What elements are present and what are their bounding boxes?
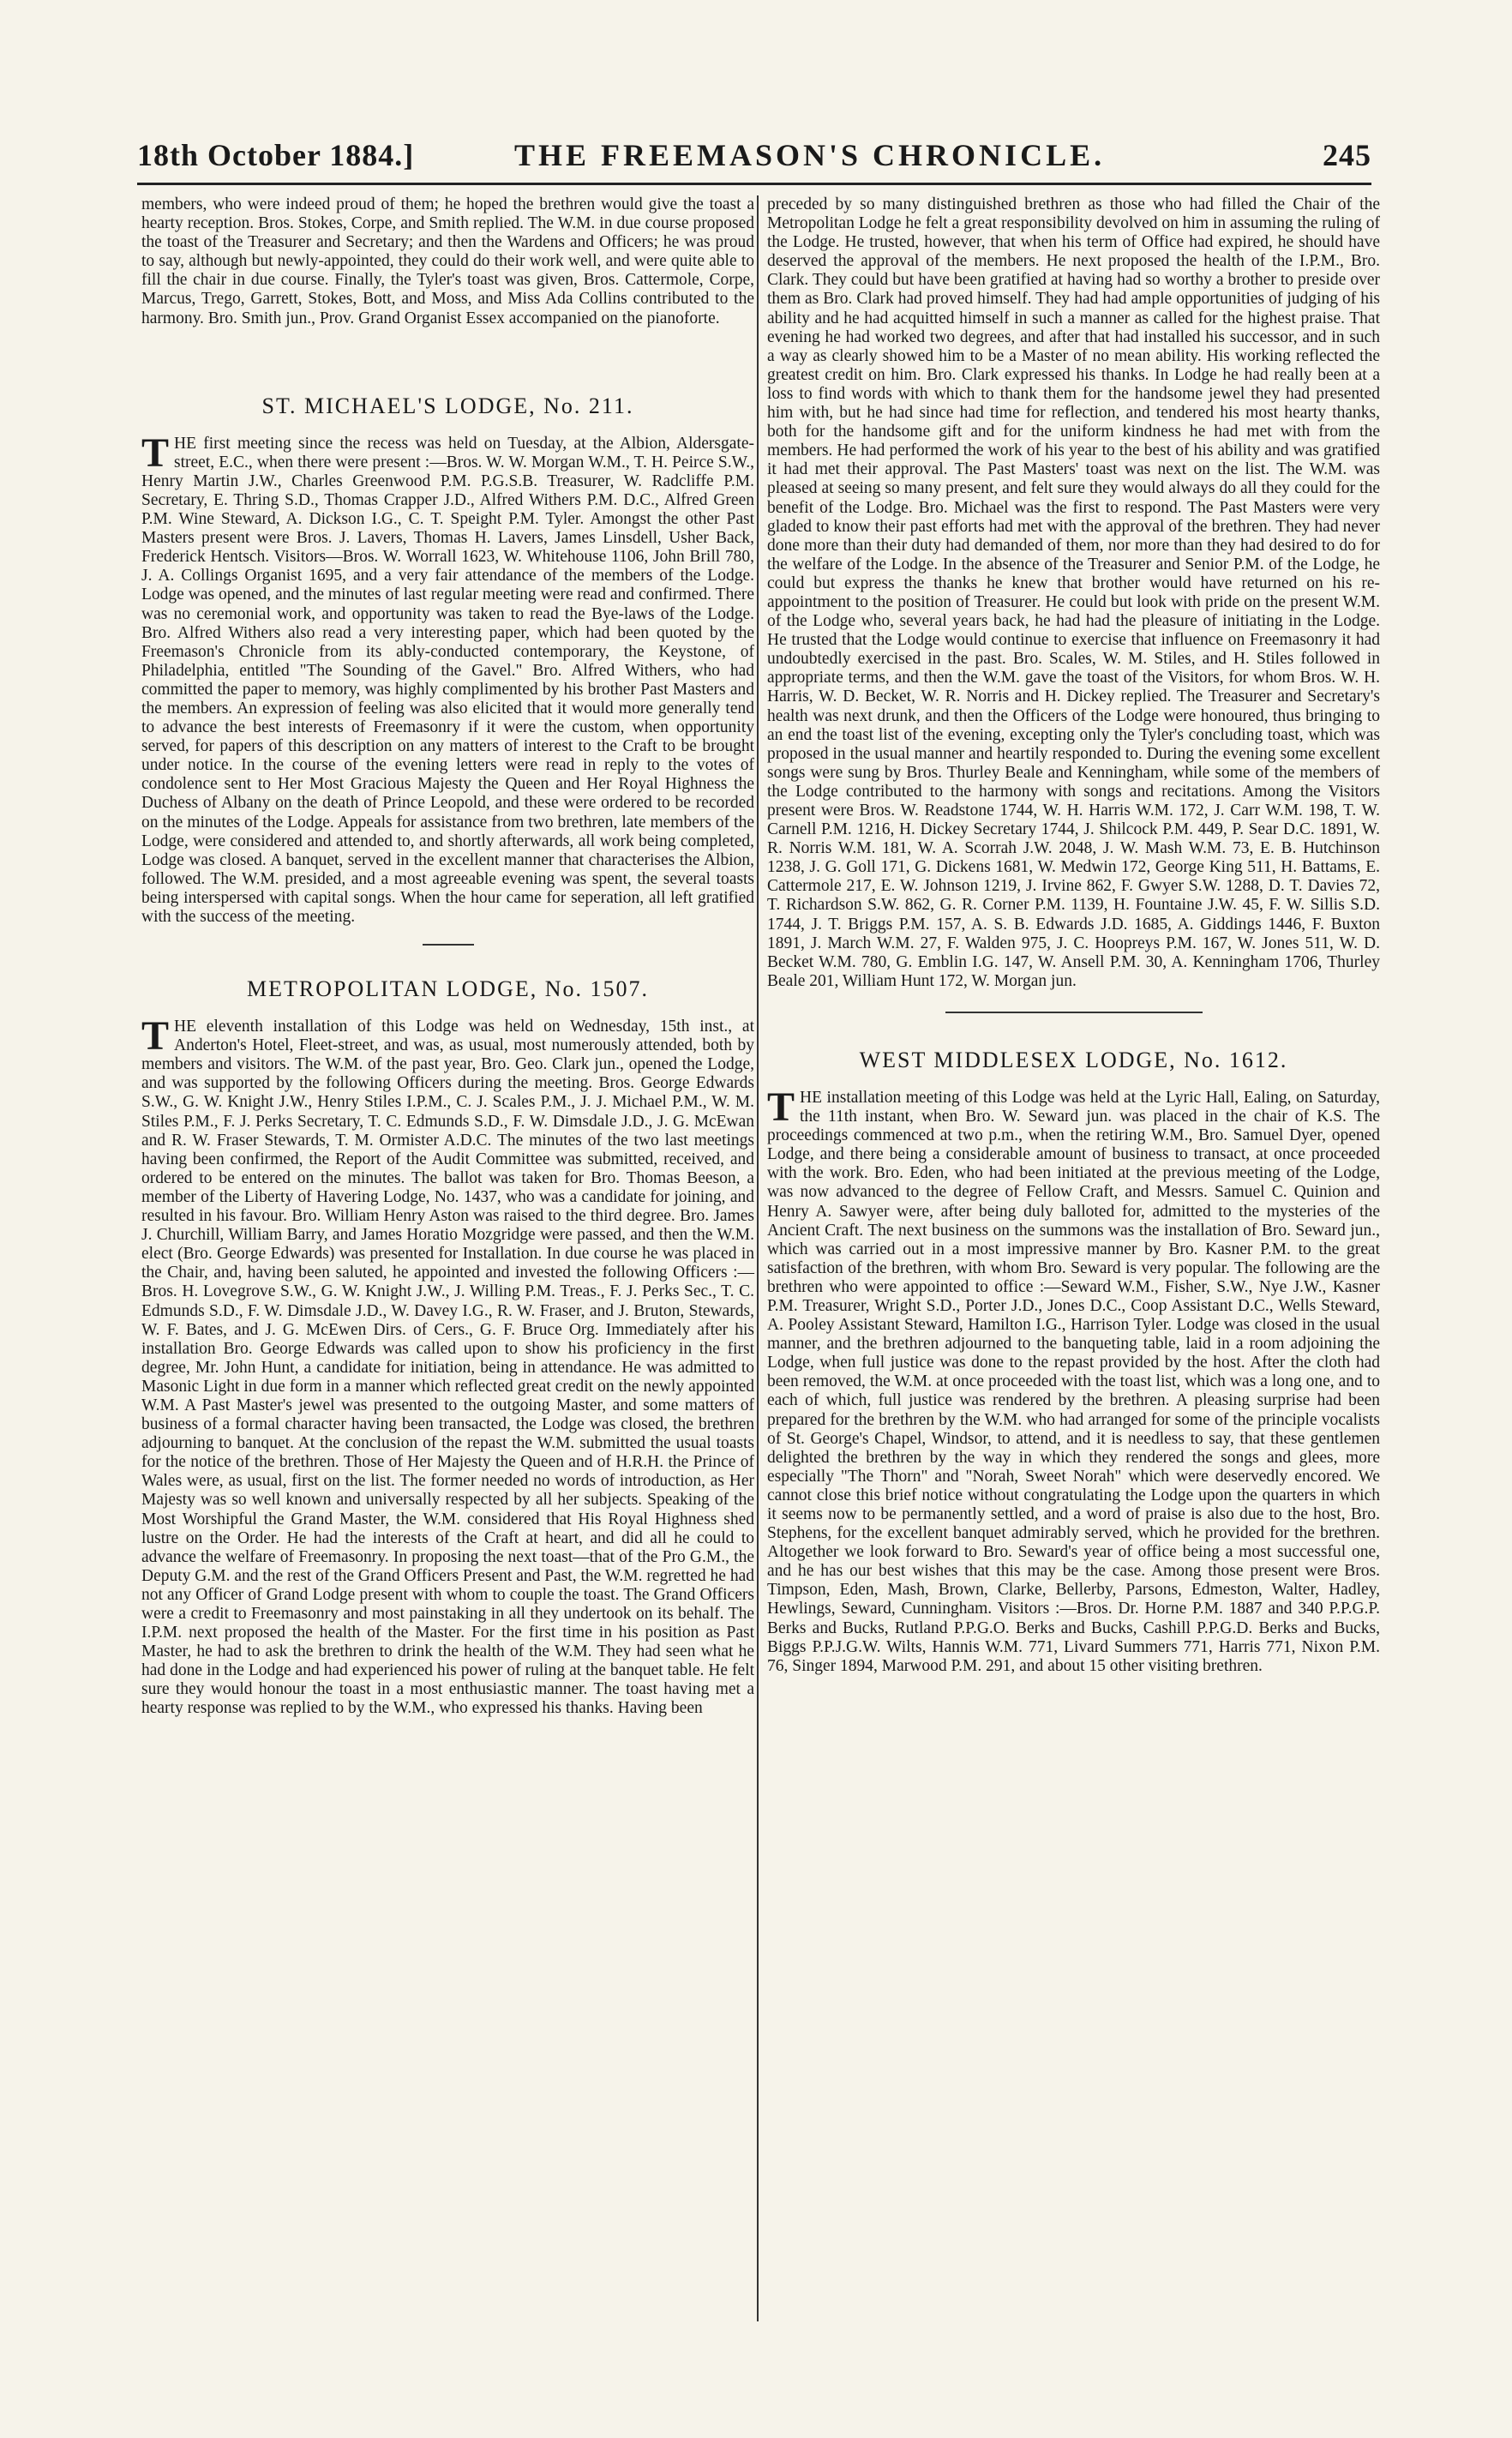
right-column bbox=[767, 195, 1380, 1681]
drop-cap: T bbox=[767, 1084, 795, 1130]
st-michaels-lodge-body: HE first meeting since the recess was held on Tuesday, at the Albion, Aldersgate-street, E.C., when there were present :—Bros. W. W. Morgan W.M., T. H. Peirce S.W., Henry Martin J.W., Charles Greenwood P.M. P.G.S.B. Treasurer, W. Radcliffe P.M. Secretary, E. Thring S.D., Thomas Crapper J.D., Alfred Withers P.M. D.C., Alfred Green P.M. Wine Steward, A. Dickson I.G., C. T. Speight P.M. Tyler. Amongst the other Past Masters present were Bros. J. Lavers, Thomas H. Lavers, James Linsdell, Usher Back, Frederick Hentsch. Visitors—Bros. W. Worrall 1623, W. Whitehouse 1106, John Brill 780, J. A. Collings Organist 1695, and a very fair attendance of the members of the Lodge. Lodge was opened, and the minutes of last regular meeting were read and confirmed. There was no ceremonial work, and opportunity was taken to read the Bye-laws of the Lodge. Bro. Alfred Withers also read a very interesting paper, which had been quoted by the Freemason's Chronicle from its ably-conducted contemporary, the Keystone, of Philadelphia, entitled "The Sounding of the Gavel." Bro. Alfred Withers, who had committed the paper to memory, was highly complimented by his brother Past Masters and the members. An expression of feeling was also elicited that it would more generally tend to advance the best interests of Freemasonry if it were the custom, when opportunity served, for papers of this description on any matters of interest to the Craft to be brought under notice. In the course of the evening letters were read in reply to the votes of condolence sent to Her Most Gracious Majesty the Queen and Her Royal Highness the Duchess of Albany on the death of Prince Leopold, and these were ordered to be recorded on the minutes of the Lodge. Appeals for assistance from two brethren, late members of the Lodge, were considered and attended to, and shortly afterwards, all work being completed, Lodge was closed. A banquet, served in the excellent manner that characterises the Albion, followed. The W.M. presided, and a most agreeable evening was spent, the several toasts being interspersed with capital songs. When the hour came for seperation, all left gratified with the success of the meeting. bbox=[141, 434, 754, 926]
west-middlesex-lodge-body: HE installation meeting of this Lodge was held at the Lyric Hall, Ealing, on Saturday, the 11th instant, when Bro. W. Seward jun. was placed in the chair of K.S. The proceedings commenced at two p.m., when the retiring W.M., Bro. Samuel Dyer, opened Lodge, and there being a considerable amount of business to transact, at once proceeded with the work. Bro. Eden, who had been initiated at the previous meeting of the Lodge, was now advanced to the degree of Fellow Craft, and Messrs. Samuel C. Quinion and Henry A. Sawyer were, after being duly balloted for, admitted to the mysteries of the Ancient Craft. The next business on the summons was the installation of Bro. Seward jun., which was carried out in a most impressive manner by Bro. Kasner P.M. to the great satisfaction of the brethren, with whom Bro. Seward is very popular. The following are the brethren who were appointed to office :—Seward W.M., Fisher, S.W., Nye J.W., Kasner P.M. Treasurer, Wright S.D., Porter J.D., Jones D.C., Coop Assistant D.C., Wells Steward, A. Pooley Assistant Steward, Hamilton I.G., Harrison Tyler. Lodge was closed in the usual manner, and the brethren adjourned to the banqueting table, laid in a room adjoining the Lodge, when full justice was done to the repast provided by the host. After the cloth had been removed, the W.M. at once proceeded with the toast list, which was a long one, and to each of which, full justice was rendered by the brethren. A pleasing surprise had been prepared for the brethren by the W.M. who had arranged for some of the principle vocalists of St. George's Chapel, Windsor, to attend, and it is needless to say, that these gentlemen delighted the brethren by the way in which they rendered the songs and glees, more especially "The Thorn" and "Norah, Sweet Norah" which were deservedly encored. We cannot close this brief notice without congratulating the Lodge upon the quarters in which it seems now to be permanently settled, and a word of praise is also due to the host, Bro. Stephens, for the excellent banquet admirably served, which he provided for the brethren. Altogether we look forward to Bro. Seward's year of office being a most successful one, and he has our best wishes that this may be the case. Among those present were Bros. Timpson, Eden, Mash, Brown, Clarke, Bellerby, Parsons, Edmeston, Walter, Hadley, Hewlings, Seward, Cunningham. Visitors :—Bros. Dr. Horne P.M. 1887 and 340 P.P.G.P. Berks and Bucks, Rutland P.P.G.O. Berks and Bucks, Cashill P.P.G.D. Berks and Bucks, Biggs P.P.J.G.W. Wilts, Hannis W.M. 771, Livard Summers 771, Harris 771, Nixon P.M. 76, Singer 1894, Marwood P.M. 291, and about 15 other visiting brethren. bbox=[767, 1088, 1380, 1675]
section-spacer bbox=[767, 1013, 1380, 1048]
section-spacer bbox=[141, 333, 754, 393]
metropolitan-lodge-continuation: preceded by so many distinguished brethren as those who had filled the Chair of the Metropolitan Lodge he felt a great responsibility devolved on him in assuming the ruling of the Lodge. He trusted, however, that when his term of Office had expired, he should have deserved the approval of the members. He next proposed the health of the I.P.M., Bro. Clark. They could but have been gratified at having had so worthy a brother to preside over them as Bro. Clark had proved himself. They had had ample opportunities of judging of his ability and he had acquitted himself in such a manner as called for the highest praise. That evening he had worked two degrees, and after that had installed his successor, and in such a way as clearly showed him to be a Master of no mean ability. His working reflected the greatest credit on him. Bro. Clark expressed his thanks. In Lodge he had really been at a loss to find words with which to thank them for the handsome jewel they had presented him with, but he had since had time for reflection, and tendered his most hearty thanks, both for the handsome gift and for the uniform kindness he had met with from the members. He had performed the work of his year to the best of his ability and was gratified it had met their approval. The Past Masters' toast was next on the list. The W.M. was pleased at seeing so many present, and felt sure they would always do all they could for the benefit of the Lodge. Bro. Michael was the first to respond. The Past Masters were very gladed to know their past efforts had met with the approval of the brethren. They had never done more than their duty had demanded of them, nor more than they had desired to do for the welfare of the Lodge. In the absence of the Treasurer and Senior P.M. of the Lodge, he could but express the thanks he knew that brother would have returned on his re-appointment to the position of Treasurer. He could but look with pride on the present W.M. of the Lodge who, several years back, he had had the pleasure of initiating in the Lodge. He trusted that the Lodge would continue to exercise that influence on Freemasonry it had undoubtedly exercised in the past. Bro. Scales, W. M. Stiles, and H. Stiles followed in appropriate terms, and then the W.M. gave the toast of the Visitors, for whom Bros. W. H. Harris, W. D. Becket, W. R. Norris and H. Dickey replied. The Treasurer and Secretary's health was next drunk, and then the Officers of the Lodge were honoured, thus bringing to an end the toast list of the evening, excepting only the Tyler's concluding toast, which was proposed in the usual manner and heartily responded to. During the evening some excellent songs were sung by Bros. Thurley Beale and Kenningham, while some of the members of the Lodge contributed to the harmony with songs and recitations. Among the Visitors present were Bros. W. Readstone 1744, W. H. Harris W.M. 172, J. Carr W.M. 198, T. W. Carnell P.M. 1216, H. Dickey Secretary 1744, J. Shilcock P.M. 449, P. Sear D.C. 1891, W. R. Norris W.M. 181, W. A. Scorrah J.W. 2048, J. W. Mash W.M. 73, E. B. Hutchinson 1238, J. G. Goll 171, G. Dickens 1681, W. Medwin 172, George King 511, H. Battams, E. Cattermole 217, E. W. Johnson 1219, J. Irvine 862, F. Gwyer S.W. 1288, D. T. Davies 72, T. Richardson S.W. 862, G. R. Corner P.M. 1139, H. Fountaine J.W. 45, F. W. Sillis S.D. 1744, J. T. Briggs P.M. 157, A. S. B. Edwards J.D. 1685, A. Giddings 1446, F. Buxton 1891, J. March W.M. 27, F. Walden 975, J. C. Hoopreys P.M. 167, W. Jones 511, W. D. Becket W.M. 780, G. Emblin I.G. 147, W. Ansell P.M. 30, A. Kenningham 1706, Thurley Beale 201, William Hunt 172, W. Morgan jun. bbox=[767, 195, 1380, 990]
masthead-title: THE FREEMASON'S CHRONICLE. bbox=[514, 138, 1106, 172]
article-continuation-text: members, who were indeed proud of them; he hoped the brethren would give the toast a hearty reception. Bros. Stokes, Corpe, and Smith replied. The W.M. in due course proposed the toast of the Treasurer and Secretary; and then the Wardens and Officers; he was proud to say, although but newly-appointed, they could do their work well, and were quite able to fill the chair in due course. Finally, the Tyler's toast was given, Bros. Cattermole, Corpe, Marcus, Trego, Garrett, Stokes, Bott, and Moss, and Miss Ada Collins contributed to the harmony. Bro. Smith jun., Prov. Grand Organist Essex accompanied on the pianoforte. bbox=[141, 195, 754, 327]
column-divider bbox=[757, 195, 759, 2321]
page-number: 245 bbox=[1323, 138, 1371, 172]
section-spacer bbox=[141, 932, 754, 944]
st-michaels-lodge-report bbox=[141, 429, 754, 927]
left-column bbox=[141, 195, 754, 1724]
section-heading-st-michaels-lodge: ST. MICHAEL'S LODGE, No. 211. bbox=[261, 393, 634, 418]
metropolitan-lodge-report bbox=[141, 1013, 754, 1718]
page-header bbox=[137, 129, 1371, 180]
section-spacer bbox=[141, 946, 754, 976]
header-rule bbox=[137, 183, 1371, 185]
drop-cap: T bbox=[141, 429, 170, 476]
section-heading-metropolitan-lodge: METROPOLITAN LODGE, No. 1507. bbox=[247, 976, 649, 1002]
section-spacer bbox=[767, 996, 1380, 1012]
issue-date: 18th October 1884.] bbox=[137, 138, 415, 172]
west-middlesex-lodge-report bbox=[767, 1084, 1380, 1676]
drop-cap: T bbox=[141, 1013, 170, 1060]
section-heading-west-middlesex-lodge: WEST MIDDLESEX LODGE, No. 1612. bbox=[859, 1047, 1288, 1072]
metropolitan-lodge-body: HE eleventh installation of this Lodge was held on Wednesday, 15th inst., at Anderton's Hotel, Fleet-street, and was, as usual, most numerously attended, both by members and visitors. The W.M. of the past year, Bro. Geo. Clark jun., opened the Lodge, and was supported by the following Officers during the meeting. Bros. George Edwards S.W., G. W. Knight J.W., Henry Stiles I.P.M., C. J. Scales P.M., J. J. Michael P.M., W. M. Stiles P.M., F. J. Perks Secretary, T. C. Edmunds S.D., F. W. Dimsdale J.D., J. G. McEwan and R. W. Fraser Stewards, T. M. Ormister A.D.C. The minutes of the two last meetings having been confirmed, the Report of the Audit Committee was submitted, received, and ordered to be entered on the minutes. The ballot was taken for Bro. Thomas Beeson, a member of the Liberty of Havering Lodge, No. 1437, who was a candidate for joining, and resulted in his favour. Bro. William Henry Aston was raised to the third degree. Bro. James J. Churchill, William Barry, and James Horatio Mozgridge were passed, and then the W.M. elect (Bro. George Edwards) was presented for Installation. In due course he was placed in the Chair, and, having been saluted, he appointed and invested the following Officers :—Bros. H. Lovegrove S.W., G. W. Knight J.W., J. Willing P.M. Treas., F. J. Perks Sec., T. C. Edmunds S.D., F. W. Dimsdale J.D., W. Davey I.G., R. W. Fraser, and J. Bruton, Stewards, W. F. Bates, and J. G. McEwen Dirs. of Cers., G. F. Bruce Org. Immediately after his installation Bro. George Edwards was called upon to show his proficiency in the first degree, Mr. John Hunt, a candidate for initiation, being in attendance. He was admitted to Masonic Light in due form in a manner which reflected great credit on the newly appointed W.M. A Past Master's jewel was presented to the outgoing Master, and some matters of business of a formal character having been transacted, the Lodge was closed, the brethren adjourning to banquet. At the conclusion of the repast the W.M. submitted the usual toasts for the notice of the brethren. Those of Her Majesty the Queen and of H.R.H. the Prince of Wales were, as usual, first on the list. The former needed no words of introduction, as Her Majesty was so well known and universally respected by all her subjects. Speaking of the Most Worshipful the Grand Master, the W.M. considered that His Royal Highness shed lustre on the Order. He had the interests of the Craft at heart, and did all he could to advance the welfare of Freemasonry. In proposing the next toast—that of the Pro G.M., the Deputy G.M. and the rest of the Grand Officers Present and Past, the W.M. regretted he had not any Officer of Grand Lodge present with whom to couple the toast. The Grand Officers were a credit to Freemasonry and most painstaking in all they undertook on its behalf. The I.P.M. next proposed the health of the Master. For the first time in his position as Past Master, he had to ask the brethren to drink the health of the W.M. They had seen what he had done in the Lodge and had experienced his power of ruling at the banquet table. He felt sure they would honour the toast in a most enthusiastic manner. The toast having met a hearty response was replied to by the W.M., who expressed his thanks. Having been bbox=[141, 1018, 754, 1718]
